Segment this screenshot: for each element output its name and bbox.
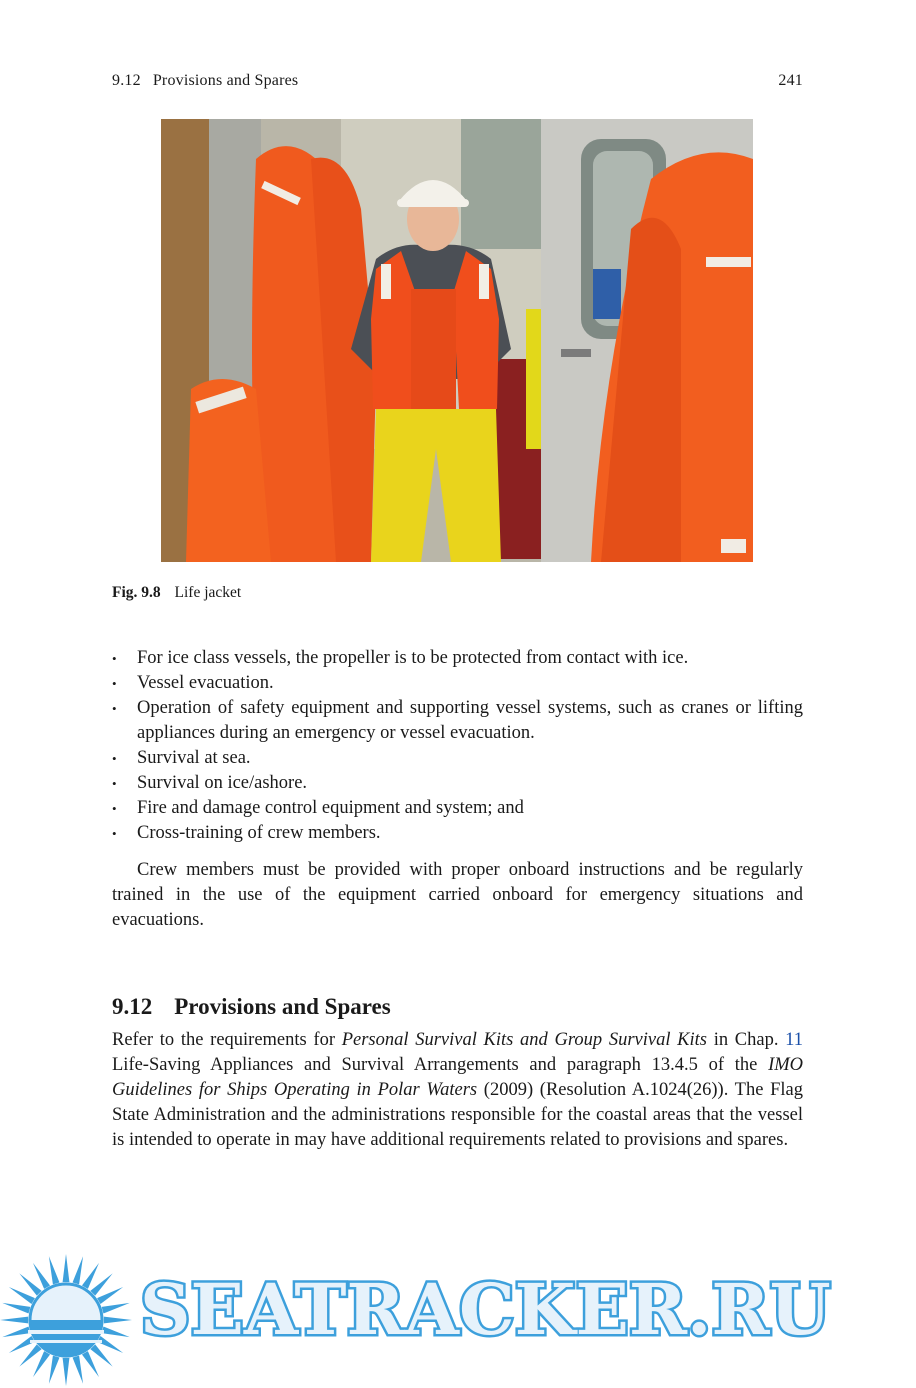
list-item: • Cross-training of crew members. [112, 821, 803, 846]
paragraph-provisions: Refer to the requirements for Personal Survival Kits and Group Survival Kits in Chap. 11 Life-Saving Appliances and Survival Arrangements and paragraph 13.4.5 of the IMO Guidelines for Ships Operating in Polar Waters (2009) (Resolution A.1024(26)). The Flag State Administration and the administrations responsible for the coastal areas that the vessel is intended to operate in may have additional requirements related to provisions and spares. [112, 1030, 803, 1150]
bullet-icon: • [112, 701, 117, 716]
list-item: • Fire and damage control equipment and system; and [112, 796, 803, 821]
sun-ray [33, 1263, 50, 1289]
sun-ray [97, 1287, 123, 1304]
watermark [0, 1252, 916, 1388]
bullet-icon: • [112, 776, 117, 791]
sun-ray [2, 1326, 30, 1337]
bullet-icon: • [112, 751, 117, 766]
sun-logo-icon [0, 1252, 136, 1388]
page-number: 241 [778, 72, 803, 89]
list-item: • For ice class vessels, the propeller is to be protected from contact with ice. [112, 646, 803, 671]
life-jacket-photo [161, 119, 753, 562]
figure-label: Fig. 9.8 [112, 584, 161, 601]
photo-illustration [161, 119, 753, 562]
sun-ray [90, 1344, 112, 1366]
paragraph-crew-instructions: Crew members must be provided with proper onboard instructions and be regularly trained in the use of the equipment carried onboard for emergency situations and evacuations. [112, 860, 803, 930]
sun-ray [102, 1326, 130, 1337]
sun-ray [97, 1336, 123, 1353]
bullet-icon: • [112, 826, 117, 841]
figure-caption-text: Life jacket [174, 584, 242, 601]
list-item: • Survival at sea. [112, 746, 803, 771]
figure-caption [112, 584, 241, 602]
sun-ray [33, 1351, 50, 1377]
sun-ray [102, 1303, 130, 1314]
sun-ray [19, 1273, 41, 1295]
watermark-text: SEATRACKER.RU [140, 1268, 831, 1351]
sun-ray [49, 1256, 60, 1284]
chapter-link[interactable]: 11 [785, 1030, 803, 1050]
section-number: 9.12 [112, 994, 153, 1019]
sun-ray [2, 1303, 30, 1314]
section-heading [112, 994, 391, 1020]
sun-ray [82, 1351, 99, 1377]
sun-ray [63, 1254, 70, 1282]
section-title: Provisions and Spares [174, 994, 391, 1019]
bullet-icon: • [112, 651, 117, 666]
sun-ray [9, 1336, 35, 1353]
sun-ray [82, 1263, 99, 1289]
sun-ray [72, 1356, 83, 1384]
sun-ray [104, 1317, 132, 1324]
sun-ray [9, 1287, 35, 1304]
sun-ray [90, 1273, 112, 1295]
sun-ray [19, 1344, 41, 1366]
sun-ray [72, 1256, 83, 1284]
list-item: • Vessel evacuation. [112, 671, 803, 696]
bullet-list [112, 646, 803, 846]
sun-ray [63, 1358, 70, 1386]
list-item: • Survival on ice/ashore. [112, 771, 803, 796]
bullet-icon: • [112, 801, 117, 816]
bullet-icon: • [112, 676, 117, 691]
running-head [112, 72, 803, 90]
running-head-section: 9.12 Provisions and Spares [112, 72, 299, 89]
list-item: • Operation of safety equipment and supporting vessel systems, such as cranes or lifting appliances during an emergency or vessel evacuation. [112, 698, 803, 743]
sun-ray [49, 1356, 60, 1384]
sun-ray [0, 1317, 28, 1324]
